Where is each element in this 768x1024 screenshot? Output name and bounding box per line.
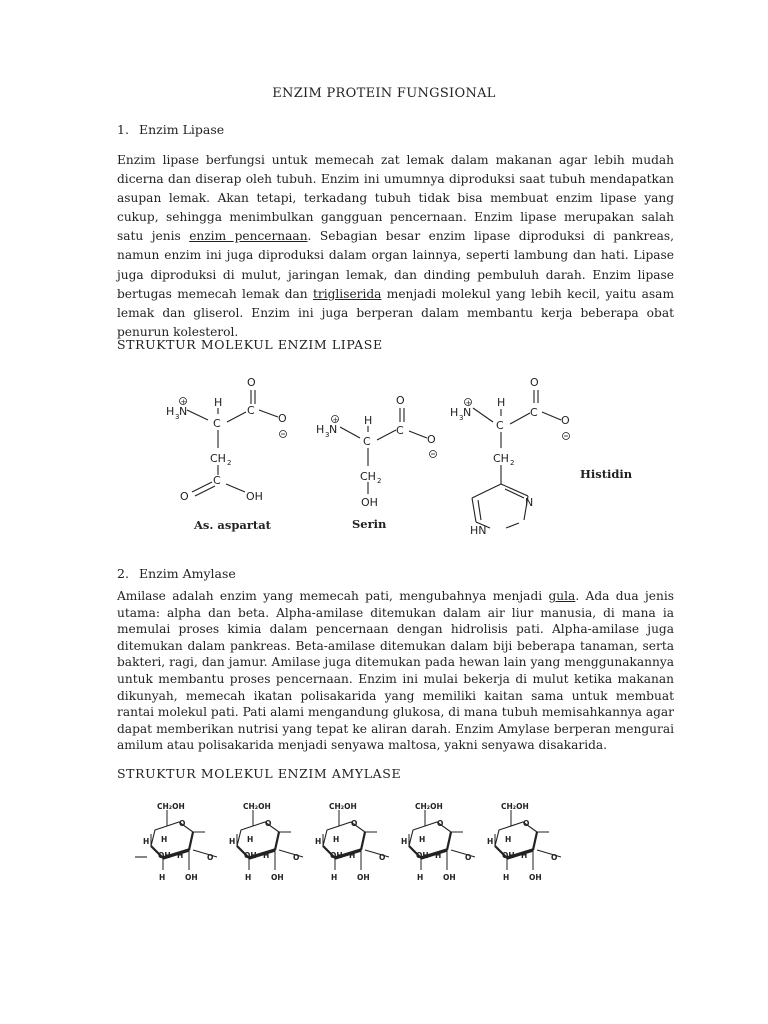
svg-text:O: O <box>523 819 530 828</box>
svg-text:O: O <box>247 376 256 389</box>
svg-text:OH: OH <box>416 851 429 860</box>
svg-text:O: O <box>561 414 570 427</box>
svg-text:O: O <box>179 819 186 828</box>
svg-text:O: O <box>427 433 436 446</box>
svg-text:OH: OH <box>502 851 515 860</box>
svg-text:N: N <box>525 496 534 509</box>
svg-text:O: O <box>207 853 214 862</box>
svg-text:O: O <box>396 394 405 407</box>
svg-text:C: C <box>396 424 404 437</box>
svg-text:2: 2 <box>377 477 382 485</box>
svg-text:C: C <box>363 435 371 448</box>
svg-text:O: O <box>351 819 358 828</box>
svg-text:O: O <box>437 819 444 828</box>
svg-text:CH₂OH: CH₂OH <box>501 802 529 811</box>
section-2-title: Enzim Amylase <box>139 566 236 581</box>
svg-text:H: H <box>435 851 442 860</box>
svg-text:OH: OH <box>185 873 198 882</box>
svg-text:O: O <box>530 376 539 389</box>
svg-text:H: H <box>331 873 338 882</box>
lipase-structure-title: STRUKTUR MOLEKUL ENZIM LIPASE <box>117 337 383 352</box>
svg-text:H: H <box>143 837 150 846</box>
svg-text:C: C <box>213 474 221 487</box>
svg-text:H: H <box>166 405 175 418</box>
svg-text:H: H <box>177 851 184 860</box>
svg-text:N: N <box>179 405 188 418</box>
section-1-number: 1. <box>117 122 129 137</box>
svg-text:H: H <box>364 414 373 427</box>
svg-text:CH₂OH: CH₂OH <box>329 802 357 811</box>
svg-text:O: O <box>379 853 386 862</box>
svg-text:OH: OH <box>361 496 378 509</box>
svg-text:H: H <box>450 406 459 419</box>
svg-text:H: H <box>505 835 512 844</box>
svg-text:H: H <box>503 873 510 882</box>
svg-text:H: H <box>263 851 270 860</box>
lipase-structure-figure <box>150 370 650 545</box>
svg-text:H: H <box>245 873 252 882</box>
svg-text:C: C <box>530 406 538 419</box>
section-1-title: Enzim Lipase <box>139 122 225 137</box>
svg-text:CH: CH <box>493 452 509 465</box>
svg-text:H: H <box>247 835 254 844</box>
svg-text:OH: OH <box>357 873 370 882</box>
svg-text:C: C <box>496 419 504 432</box>
svg-text:OH: OH <box>330 851 343 860</box>
svg-text:CH₂OH: CH₂OH <box>157 802 185 811</box>
svg-text:H: H <box>401 837 408 846</box>
svg-text:O: O <box>180 490 189 503</box>
svg-text:H: H <box>349 851 356 860</box>
svg-text:H: H <box>316 423 325 436</box>
svg-text:+: + <box>180 398 187 406</box>
amylase-structure-title: STRUKTUR MOLEKUL ENZIM AMYLASE <box>117 766 402 781</box>
svg-text:CH: CH <box>360 470 376 483</box>
svg-text:O: O <box>278 412 287 425</box>
label-aspartat: As. aspartat <box>194 518 271 532</box>
svg-text:O: O <box>265 819 272 828</box>
amylase-structure-figure <box>135 800 575 895</box>
svg-text:CH: CH <box>210 452 226 465</box>
svg-text:H: H <box>497 396 506 409</box>
section-2-number: 2. <box>117 566 129 581</box>
section-2-heading <box>117 566 236 581</box>
svg-text:HN: HN <box>470 524 487 537</box>
svg-text:OH: OH <box>529 873 542 882</box>
svg-text:H: H <box>417 873 424 882</box>
svg-text:H: H <box>161 835 168 844</box>
svg-text:+: + <box>332 416 339 424</box>
svg-text:H: H <box>419 835 426 844</box>
svg-text:OH: OH <box>271 873 284 882</box>
link-enzim-pencernaan[interactable]: enzim pencernaan <box>189 229 308 244</box>
svg-text:H: H <box>487 837 494 846</box>
svg-text:OH: OH <box>443 873 456 882</box>
svg-text:CH₂OH: CH₂OH <box>243 802 271 811</box>
svg-text:O: O <box>293 853 300 862</box>
label-histidin: Histidin <box>580 467 633 481</box>
svg-text:O: O <box>551 853 558 862</box>
section-1-heading <box>117 122 224 137</box>
svg-text:C: C <box>247 404 255 417</box>
svg-text:N: N <box>329 423 338 436</box>
svg-text:N: N <box>463 406 472 419</box>
svg-text:C: C <box>213 417 221 430</box>
svg-text:O: O <box>465 853 472 862</box>
svg-text:+: + <box>465 399 472 407</box>
document-title: ENZIM PROTEIN FUNGSIONAL <box>272 86 496 101</box>
svg-text:OH: OH <box>246 490 263 503</box>
svg-text:H: H <box>229 837 236 846</box>
svg-text:3: 3 <box>459 414 464 422</box>
svg-text:H: H <box>521 851 528 860</box>
svg-text:OH: OH <box>244 851 257 860</box>
link-trigliserida[interactable]: trigliserida <box>312 286 382 301</box>
link-gula[interactable]: gula <box>548 589 576 603</box>
svg-text:2: 2 <box>510 459 515 467</box>
svg-text:3: 3 <box>325 431 330 439</box>
svg-text:H: H <box>214 396 223 409</box>
svg-text:3: 3 <box>175 413 180 421</box>
svg-text:CH₂OH: CH₂OH <box>415 802 443 811</box>
svg-text:OH: OH <box>158 851 171 860</box>
label-serin: Serin <box>352 517 387 531</box>
svg-text:H: H <box>315 837 322 846</box>
lipase-paragraph: Enzim lipase berfungsi untuk memecah zat lemak dalam makanan agar lebih mudah dicerna dan diserap oleh tubuh. Enzim ini umumnya diproduksi saat tubuh mendapatkan asupan lemak. Akan tetapi, terkadang tubuh tidak bisa membuat enzim lipase yang cukup, sehingga menimbulkan gangguan pencernaan. Enzim lipase merupakan salah satu jenis enzim pencernaan. Sebagian besar enzim lipase diproduksi di pankreas, namun enzim ini juga diproduksi dalam organ lainnya, seperti lambung dan hati. Lipase juga diproduksi di mulut, jaringan lemak, dan dinding pembuluh darah. Enzim lipase bertugas memecah lemak dan trigliserida menjadi molekul yang lebih kecil, yaitu asam lemak dan gliserol. Enzim ini juga berperan dalam membantu kerja beberapa obat penurun kolesterol. <box>117 153 674 339</box>
svg-text:H: H <box>159 873 166 882</box>
svg-text:2: 2 <box>227 459 232 467</box>
svg-text:H: H <box>333 835 340 844</box>
amylase-paragraph: Amilase adalah enzim yang memecah pati, mengubahnya menjadi gula. Ada dua jenis utama: alpha dan beta. Alpha-amilase ditemukan dalam air liur manusia, di mana ia memulai proses kimia dalam pencernaan dengan hidrolisis pati. Alpha-amilase juga ditemukan dalam pankreas. Beta-amilase ditemukan dalam biji beberapa tanaman, serta bakteri, ragi, dan jamur. Amilase juga ditemukan pada hewan lain yang menggunakannya untuk membantu proses pencernaan. Enzim ini mulai bekerja di mulut ketika makanan dikunyah, memecah ikatan polisakarida yang memiliki kaitan sama untuk membuat rantai molekul pati. Pati alami mengandung glukosa, di mana tubuh memisahkannya agar dapat memberikan nutrisi yang tepat ke aliran darah. Enzim Amylase berperan mengurai amilum atau polisakarida menjadi senyawa maltosa, yakni senyawa disakarida. <box>117 589 674 753</box>
